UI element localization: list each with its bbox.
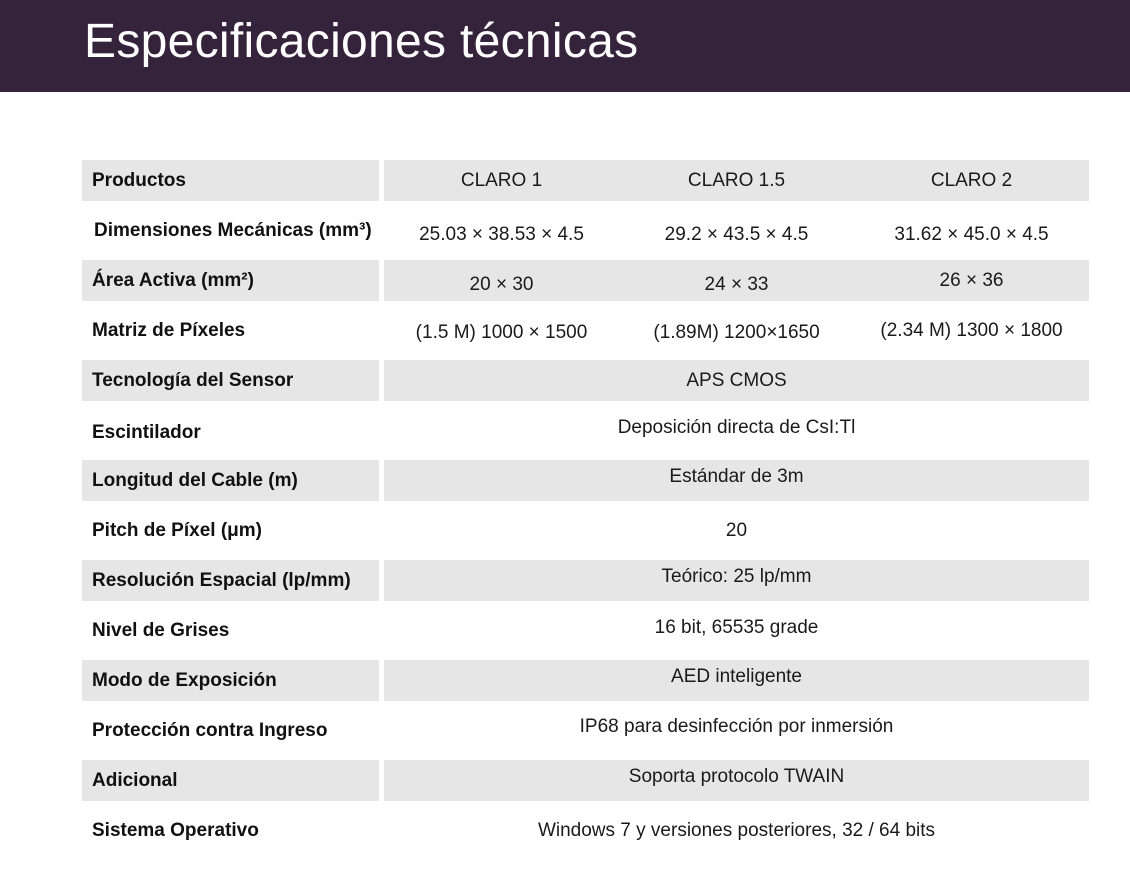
table-row-exposicion (82, 660, 1089, 701)
row-values (384, 660, 1089, 701)
row-label: Modo de Exposición (82, 660, 379, 701)
cell-value: 25.03 × 38.53 × 4.5 (419, 223, 584, 245)
cell-value: 31.62 × 45.0 × 4.5 (894, 223, 1049, 245)
table-row-matriz (82, 310, 1089, 351)
row-values (384, 610, 1089, 651)
table-row-area-activa (82, 260, 1089, 301)
cell-value: 20 × 30 (469, 273, 534, 295)
table-row-pitch (82, 510, 1089, 551)
cell-value: 26 × 36 (939, 269, 1004, 291)
cell-value: 20 (725, 519, 748, 541)
row-values (384, 160, 1089, 201)
cell-value: APS CMOS (686, 369, 787, 391)
row-label: Resolución Espacial (lp/mm) (82, 560, 379, 601)
row-values (384, 460, 1089, 501)
table-row-sistema (82, 810, 1089, 851)
table-row-adicional (82, 760, 1089, 801)
cell-value: 16 bit, 65535 grade (654, 616, 819, 638)
spec-table (82, 160, 1089, 860)
row-label: Nivel de Grises (92, 619, 230, 641)
row-values (384, 260, 1089, 301)
header-banner (0, 0, 1130, 92)
table-row-cable (82, 460, 1089, 501)
row-label: Longitud del Cable (m) (82, 460, 379, 501)
row-values (384, 810, 1089, 851)
cell-value: Soporta protocolo TWAIN (628, 765, 845, 787)
table-row-productos (82, 160, 1089, 201)
row-values (384, 210, 1089, 251)
row-label: Dimensiones Mecánicas (mm³) (94, 219, 372, 241)
row-values (384, 310, 1089, 351)
cell-value: CLARO 1.5 (687, 169, 786, 191)
table-row-escintilador (82, 410, 1089, 451)
row-values (384, 510, 1089, 551)
row-label: Adicional (82, 760, 379, 801)
cell-value: CLARO 1 (460, 169, 543, 191)
row-label: Escintilador (92, 421, 201, 443)
row-values (384, 560, 1089, 601)
row-values (384, 710, 1089, 751)
table-row-grises (82, 610, 1089, 651)
table-row-dimensiones (82, 210, 1089, 251)
row-label: Protección contra Ingreso (92, 719, 328, 741)
cell-value: (2.34 M) 1300 × 1800 (880, 319, 1063, 341)
row-values (384, 360, 1089, 401)
cell-value: 29.2 × 43.5 × 4.5 (664, 223, 809, 245)
row-label: Productos (82, 160, 379, 201)
cell-value: Windows 7 y versiones posteriores, 32 / 64 bits (537, 819, 936, 841)
page-title: Especificaciones técnicas (84, 15, 639, 68)
cell-value: IP68 para desinfección por inmersión (579, 715, 894, 737)
table-row-resolucion (82, 560, 1089, 601)
row-label: Sistema Operativo (92, 819, 259, 841)
row-label: Área Activa (mm²) (82, 260, 379, 301)
row-label: Tecnología del Sensor (82, 360, 379, 401)
table-row-tecnologia (82, 360, 1089, 401)
cell-value: Deposición directa de CsI:Tl (617, 416, 856, 438)
table-row-proteccion (82, 710, 1089, 751)
row-values (384, 410, 1089, 451)
row-label: Matriz de Píxeles (92, 319, 246, 341)
row-label: Pitch de Píxel (μm) (92, 519, 262, 541)
cell-value: AED inteligente (671, 665, 802, 687)
cell-value: Teórico: 25 lp/mm (661, 565, 812, 587)
row-values (384, 760, 1089, 801)
cell-value: Estándar de 3m (669, 465, 804, 487)
cell-value: (1.5 M) 1000 × 1500 (415, 321, 588, 343)
cell-value: (1.89M) 1200×1650 (653, 321, 820, 343)
cell-value: 24 × 33 (704, 273, 769, 295)
cell-value: CLARO 2 (930, 169, 1013, 191)
